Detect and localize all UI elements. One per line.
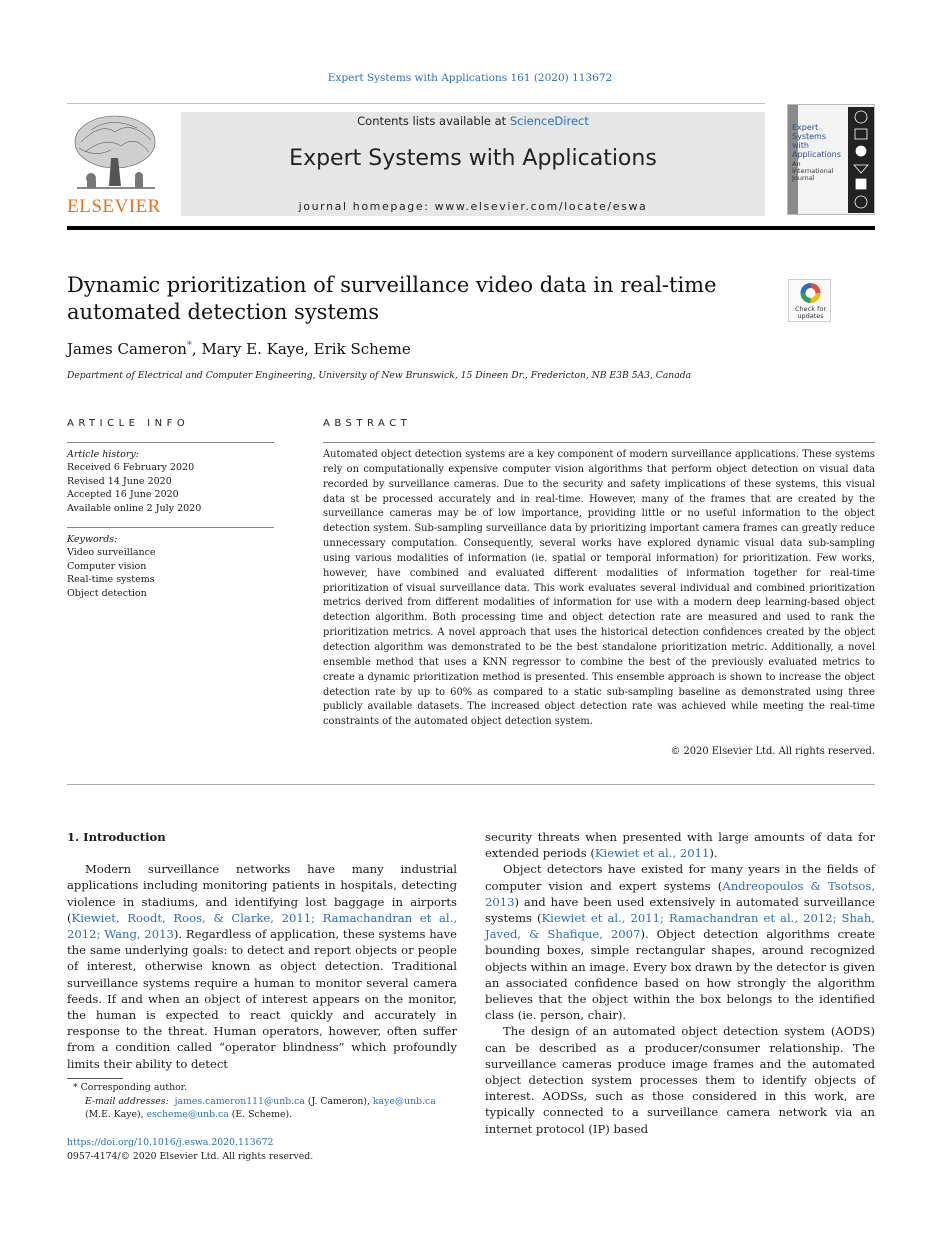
journal-cover-thumbnail[interactable] bbox=[787, 104, 875, 215]
history-label: Article history: bbox=[67, 449, 139, 460]
history-online: Available online 2 July 2020 bbox=[67, 502, 202, 514]
keywords-label: Keywords: bbox=[67, 534, 118, 545]
article-title: Dynamic prioritization of surveillance video data in real-time automated detection systems bbox=[67, 273, 717, 324]
elsevier-logo[interactable] bbox=[67, 112, 161, 216]
paragraph: security threats when presented with large amounts of data for extended periods (Kiewiet et al., 2011). bbox=[485, 830, 875, 861]
paragraph: Object detectors have existed for many years in the fields of computer vision and expert systems (Andreopoulos & Tsotsos, 2013) and have been used extensively in automated surveillance systems (Kiewiet et al., 2011; Ramachandran et al., 2012; Shah, Javed, & Shafique, 2007). Object detection algorithms create bounding boxes, simple rectangular shapes, around recognized objects within an image. Every box drawn by the detector is given an associated confidence based on how strongly the algorithm believes that the object within the box belongs to the identified class (ie. person, chair). bbox=[485, 862, 876, 1023]
journal-citation-link[interactable]: Expert Systems with Applications 161 (2020) 113672 bbox=[327, 72, 613, 84]
abstract-copyright: © 2020 Elsevier Ltd. All rights reserved. bbox=[670, 746, 875, 757]
journal-banner bbox=[181, 112, 765, 216]
header-top-rule bbox=[67, 103, 765, 104]
body-column-right bbox=[485, 829, 875, 1137]
email-note: E-mail addresses: james.cameron111@unb.ca (J. Cameron), kaye@unb.ca (M.E. Kaye), escheme@unb.ca (E. Scheme). bbox=[85, 1095, 436, 1121]
cover-icons bbox=[848, 107, 874, 213]
elsevier-wordmark: ELSEVIER bbox=[67, 196, 161, 217]
crossmark-label: Check for updates bbox=[795, 305, 826, 320]
keyword-item: Computer vision bbox=[67, 560, 147, 572]
citation-link[interactable]: Andreopoulos & Tsotsos, 2013 bbox=[485, 878, 876, 909]
corresponding-author-note: * Corresponding author. bbox=[73, 1082, 188, 1093]
cover-title: Expert Systems with Applications An International Journal bbox=[792, 123, 841, 182]
contents-line: Contents lists available at ScienceDirect bbox=[357, 114, 589, 128]
abstract-heading: ABSTRACT bbox=[323, 418, 412, 429]
journal-homepage[interactable]: journal homepage: www.elsevier.com/locate/eswa bbox=[298, 200, 648, 213]
section-heading: 1. Introduction bbox=[67, 830, 166, 844]
body-column-left bbox=[67, 829, 457, 1072]
doi-link[interactable]: https://doi.org/10.1016/j.eswa.2020.113672 bbox=[67, 1137, 274, 1148]
abstract-rule bbox=[323, 442, 875, 443]
check-for-updates-badge[interactable] bbox=[788, 279, 831, 322]
article-info-rule bbox=[67, 442, 274, 443]
citation-link[interactable]: Kiewiet et al., 2011; Ramachandran et al., 2012; Shah, Javed, & Shafique, 2007 bbox=[485, 911, 875, 942]
article-history bbox=[67, 448, 274, 515]
keywords-rule bbox=[67, 527, 274, 528]
keywords bbox=[67, 533, 274, 600]
section-rule bbox=[67, 784, 875, 785]
sciencedirect-link[interactable]: ScienceDirect bbox=[509, 114, 589, 128]
footnotes bbox=[67, 1081, 457, 1122]
email-link[interactable]: kaye@unb.ca bbox=[372, 1095, 436, 1107]
keyword-item: Real-time systems bbox=[67, 574, 155, 586]
footnote-rule bbox=[67, 1078, 123, 1079]
crossmark-icon bbox=[789, 280, 832, 306]
header-thick-rule bbox=[67, 226, 875, 230]
abstract-text: Automated object detection systems are a key component of modern surveillance applications. These systems rely on computationally expensive computer vision algorithms that perform object detection on visual data recorded by surveillance cameras. Due to the security and safety implications of these systems, this visual data st be processed accurately and in real-time. However, many of the frames that are created by the surveillance cameras may be of low importance, providing little or no useful information to the object detection system. Sub-sampling surveillance data by prioritizing important camera frames can greatly reduce unnecessary computation. Consequently, several works have explored dynamic visual data sub-sampling using various modalities of information (ie. spatial or temporal information) for prioritization. Few works, however, have combined and evaluated different modalities of information together for real-time prioritization of visual surveillance data. This work evaluates several individual and combined prioritization metrics derived from different modalities of information for use with a modern deep learning-based object detection algorithm. Both processing time and object detection rate are measured and used to rank the prioritization metrics. A novel approach that uses the historical detection confidences created by the object detection algorithm was demonstrated to be the best standalone prioritization metric. Additionally, a novel ensemble method that uses a KNN regressor to combine the best of the previously evaluated metrics to create a dynamic prioritization method is presented. This ensemble approach is shown to increase the object detection rate by up to 60% as compared to a static sub-sampling baseline as demonstrated using three publicly available datasets. The increased object detection rate was achieved while meeting the real-time constraints of the automated object detection system. bbox=[323, 449, 875, 728]
article-info-heading: ARTICLE INFO bbox=[67, 418, 190, 429]
history-accepted: Accepted 16 June 2020 bbox=[67, 489, 179, 501]
other-authors: , Mary E. Kaye, Erik Scheme bbox=[191, 340, 411, 358]
journal-title: Expert Systems with Applications bbox=[289, 146, 657, 171]
paragraph: The design of an automated object detection system (AODS) can be described as a producer/consumer relationship. The surveillance cameras produce image frames and the automated object detection system processes them to identify objects of interest. AODSs, such as those considered in this work, are typically connected to a surveillance camera network via an internet protocol (IP) based bbox=[485, 1024, 875, 1136]
keyword-item: Video surveillance bbox=[67, 547, 156, 559]
history-revised: Revised 14 June 2020 bbox=[67, 475, 172, 487]
citation-link[interactable]: Kiewiet, Roodt, Roos, & Clarke, 2011; Ramachandran et al., 2012; Wang, 2013 bbox=[67, 910, 457, 942]
author-list bbox=[67, 340, 411, 358]
author-name[interactable]: James Cameron bbox=[67, 340, 187, 358]
citation-link[interactable]: Kiewiet et al., 2011 bbox=[594, 846, 710, 861]
email-link[interactable]: escheme@unb.ca bbox=[146, 1109, 229, 1121]
doi-block bbox=[67, 1136, 313, 1163]
history-received: Received 6 February 2020 bbox=[67, 462, 195, 474]
issn-line: 0957-4174/© 2020 Elsevier Ltd. All rights reserved. bbox=[67, 1150, 314, 1162]
keyword-item: Object detection bbox=[67, 587, 147, 599]
corresponding-author-mark[interactable]: * bbox=[186, 340, 192, 351]
paragraph: Modern surveillance networks have many industrial applications including monitoring patients in hospitals, detecting violence in stadiums, and identifying lost baggage in airports (Kiewiet, Roodt, Roos, & Clarke, 2011; Ramachandran et al., 2012; Wang, 2013). Regardless of application, these systems have the same underlying goals: to detect and report objects or people of interest, otherwise known as object detection. Traditional surveillance systems require a human to monitor several camera feeds. If and when an object of interest appears on the monitor, the human is expected to react quickly and accurately in response to the threat. Human operators, however, often suffer from a condition called “operator blindness” which profoundly limits their ability to detect bbox=[67, 862, 458, 1071]
affiliation: Department of Electrical and Computer Engineering, University of New Brunswick, 15 Dineen Dr., Fredericton, NB E3B 5A3, Canada bbox=[67, 370, 692, 381]
email-link[interactable]: james.cameron111@unb.ca bbox=[174, 1095, 305, 1107]
elsevier-tree-icon bbox=[71, 112, 159, 194]
